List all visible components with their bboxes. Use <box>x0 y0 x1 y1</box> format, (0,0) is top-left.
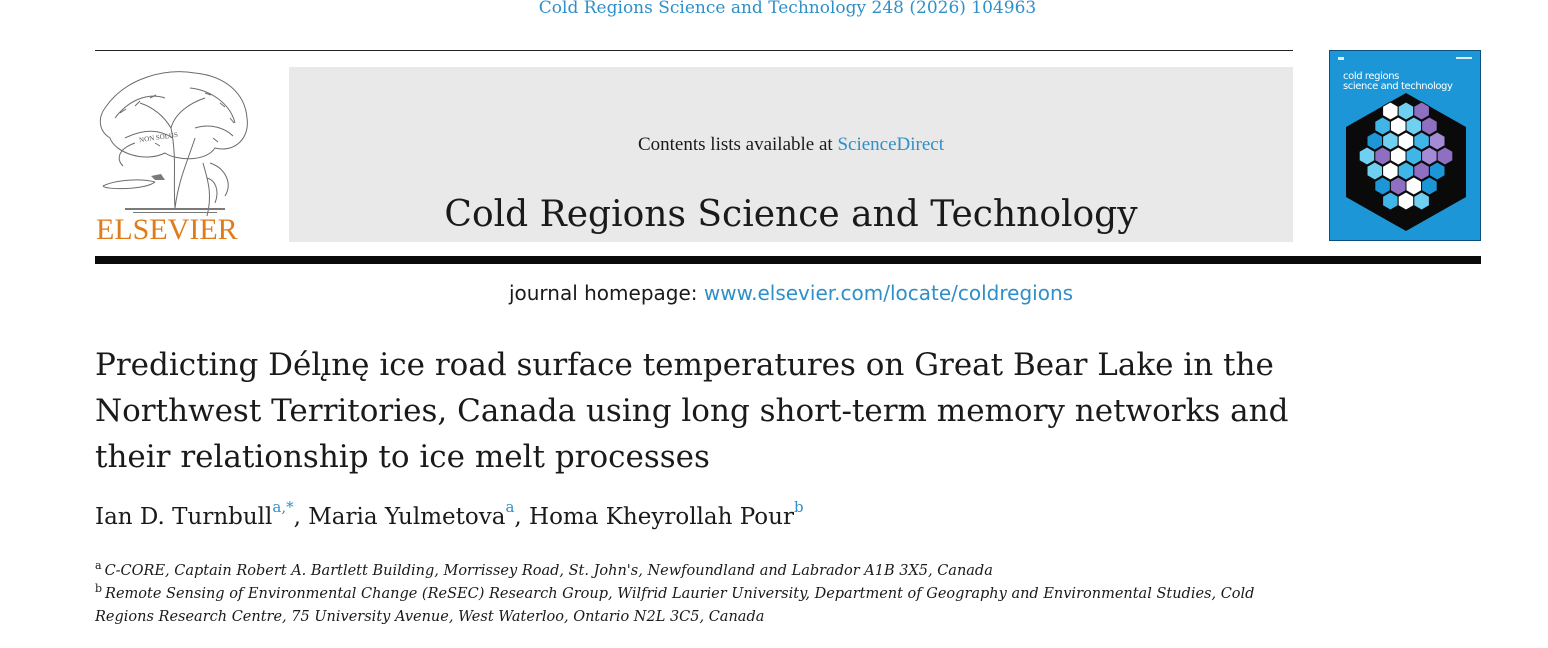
author-affiliation-marker[interactable]: a,* <box>272 498 294 517</box>
cover-cube <box>1390 147 1406 165</box>
cover-cube <box>1422 147 1438 165</box>
cover-cube <box>1398 192 1414 210</box>
cover-cube <box>1406 147 1422 165</box>
affiliation <box>95 560 1295 583</box>
cover-cube <box>1398 102 1414 120</box>
journal-homepage-link[interactable]: www.elsevier.com/locate/coldregions <box>703 281 1074 305</box>
cover-cube <box>1375 177 1391 195</box>
cover-cube <box>1390 117 1406 135</box>
affiliation <box>95 583 1295 629</box>
affiliation-marker: b <box>95 582 103 596</box>
cover-cube <box>1414 192 1430 210</box>
affiliation-marker: a <box>95 559 102 573</box>
cover-cube <box>1429 162 1445 180</box>
svg-text:NON SOLUS: NON SOLUS <box>138 130 179 145</box>
contents-line <box>289 134 1293 156</box>
journal-title: Cold Regions Science and Technology <box>444 194 1138 235</box>
sciencedirect-link[interactable]: ScienceDirect <box>837 134 945 155</box>
elsevier-wordmark: ELSEVIER <box>96 213 238 246</box>
cover-publisher-mark <box>1338 57 1344 60</box>
cover-cube <box>1367 162 1383 180</box>
cover-cube <box>1398 162 1414 180</box>
article-title: Predicting Délı̨nę ice road surface temperatures on Great Bear Lake in the Northwest Territories, Canada using long short-term memory networks and their relationship to ice melt processes <box>95 347 1289 475</box>
cover-cube <box>1359 147 1375 165</box>
affiliation-text: C-CORE, Captain Robert A. Bartlett Building, Morrissey Road, St. John's, Newfoundland and Labrador A1B 3X5, Canada <box>104 563 993 579</box>
cover-volume-bar <box>1456 57 1472 59</box>
homepage-line <box>289 281 1293 305</box>
cover-cube <box>1383 132 1399 150</box>
header-rule <box>95 50 1293 51</box>
homepage-prefix: journal homepage: <box>508 281 704 305</box>
cover-cube <box>1414 132 1430 150</box>
author-affiliation-marker[interactable]: a <box>505 498 515 517</box>
author-separator: , <box>514 504 530 530</box>
author-separator: , <box>293 504 309 530</box>
author-affiliation-marker[interactable]: b <box>793 498 804 517</box>
author-name[interactable]: Ian D. Turnbull <box>95 504 273 530</box>
cover-title-line1: cold regions <box>1343 71 1399 82</box>
author-list <box>95 498 1295 530</box>
cover-title-line2: science and technology <box>1343 81 1453 92</box>
contents-prefix: Contents lists available at <box>637 134 838 155</box>
cover-cube <box>1422 177 1438 195</box>
cover-cube <box>1383 192 1399 210</box>
cover-cube <box>1375 147 1391 165</box>
journal-banner <box>289 67 1293 305</box>
journal-cover-thumbnail[interactable] <box>1329 50 1481 241</box>
cover-cube <box>1367 132 1383 150</box>
header-thick-rule <box>95 256 1481 264</box>
author-name[interactable]: Maria Yulmetova <box>308 504 506 530</box>
cover-hexagon-graphic <box>1342 89 1470 235</box>
journal-citation-link[interactable]: Cold Regions Science and Technology 248 (2026) 104963 <box>538 0 1037 18</box>
cover-cube <box>1375 117 1391 135</box>
cover-cube <box>1414 162 1430 180</box>
author-name[interactable]: Homa Kheyrollah Pour <box>529 504 794 530</box>
cover-cube <box>1406 117 1422 135</box>
cover-cube <box>1414 102 1430 120</box>
cover-cube <box>1429 132 1445 150</box>
cover-cube <box>1437 147 1453 165</box>
cover-cube <box>1422 117 1438 135</box>
cover-cube <box>1406 177 1422 195</box>
cover-cube <box>1383 102 1399 120</box>
cover-cube <box>1390 177 1406 195</box>
cover-cube <box>1383 162 1399 180</box>
affiliation-text: Remote Sensing of Environmental Change (ReSEC) Research Group, Wilfrid Laurier University, Department of Geography and Environmental Studies, Cold Regions Research Centre, 75 University Avenue, West Waterloo, Ontario N2L 3C5, Canada <box>95 586 1255 625</box>
cover-cube <box>1398 132 1414 150</box>
